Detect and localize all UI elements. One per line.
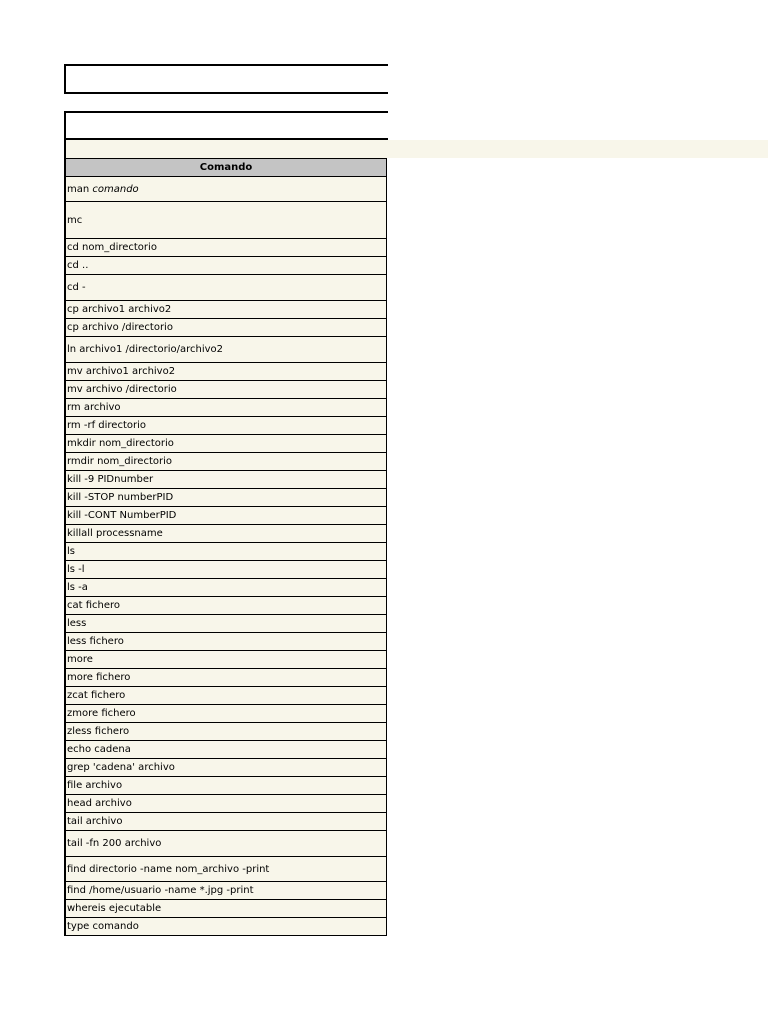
- table-row: [65, 337, 387, 363]
- command-text: rm archivo: [67, 402, 121, 413]
- command-text: zcat fichero: [67, 690, 126, 701]
- table-row: [65, 525, 387, 543]
- command-cell: [65, 857, 387, 882]
- command-text: ls: [67, 546, 75, 557]
- command-text: zmore fichero: [67, 708, 136, 719]
- command-text: kill -9 PIDnumber: [67, 474, 154, 485]
- table-row: [65, 275, 387, 301]
- command-cell: [65, 435, 387, 453]
- command-cell: [65, 489, 387, 507]
- command-cell: [65, 301, 387, 319]
- table-row: [65, 633, 387, 651]
- command-text: ls -l: [67, 564, 85, 575]
- command-text: cd -: [67, 282, 86, 293]
- command-text: whereis ejecutable: [67, 903, 162, 914]
- command-text: echo cadena: [67, 744, 131, 755]
- table-row: [65, 579, 387, 597]
- command-text: mc: [67, 214, 83, 226]
- command-text: zless fichero: [67, 726, 130, 737]
- table-row: [65, 399, 387, 417]
- subtitle-cell: [64, 111, 388, 140]
- command-cell: [65, 319, 387, 337]
- command-cell: [65, 579, 387, 597]
- command-cell: [65, 813, 387, 831]
- table-row: [65, 723, 387, 741]
- command-text: cd nom_directorio: [67, 242, 157, 253]
- table-row: [65, 257, 387, 275]
- table-row: [65, 777, 387, 795]
- table-row: [65, 900, 387, 918]
- command-text: type comando: [67, 921, 139, 932]
- table-row: [65, 813, 387, 831]
- command-text: ln archivo1 /directorio/archivo2: [67, 344, 223, 355]
- command-cell: [65, 831, 387, 857]
- table-row: [65, 857, 387, 882]
- table-row: [65, 417, 387, 435]
- command-table: [64, 158, 387, 936]
- title-cell: [64, 64, 388, 94]
- command-cell: [65, 543, 387, 561]
- command-cell: [65, 177, 387, 202]
- command-cell: [65, 202, 387, 239]
- table-row: [65, 543, 387, 561]
- command-cell: [65, 507, 387, 525]
- command-text: kill -CONT NumberPID: [67, 510, 177, 521]
- command-text: rmdir nom_directorio: [67, 456, 173, 467]
- command-text: cat fichero: [67, 600, 121, 611]
- command-cell: [65, 777, 387, 795]
- command-text: mv archivo1 archivo2: [67, 366, 176, 377]
- table-row: [65, 831, 387, 857]
- command-cell: [65, 381, 387, 399]
- table-row: [65, 489, 387, 507]
- command-cell: [65, 417, 387, 435]
- table-row: [65, 918, 387, 936]
- command-cell: [65, 741, 387, 759]
- command-text: find /home/usuario -name *.jpg -print: [67, 885, 254, 896]
- command-cell: [65, 239, 387, 257]
- command-text: man: [67, 183, 93, 195]
- command-text: cp archivo /directorio: [67, 322, 173, 333]
- table-row: [65, 759, 387, 777]
- command-cell: [65, 669, 387, 687]
- shaded-band: [64, 140, 768, 158]
- command-text: grep 'cadena' archivo: [67, 762, 175, 773]
- table-row: [65, 471, 387, 489]
- command-text: mkdir nom_directorio: [67, 438, 174, 449]
- command-cell: [65, 525, 387, 543]
- command-cell: [65, 363, 387, 381]
- table-row: [65, 177, 387, 202]
- table-row: [65, 669, 387, 687]
- command-text: ls -a: [67, 582, 88, 593]
- command-cell: [65, 633, 387, 651]
- command-cell: [65, 918, 387, 936]
- command-text: head archivo: [67, 798, 132, 809]
- command-cell: [65, 597, 387, 615]
- command-argument: comando: [92, 183, 139, 195]
- table-row: [65, 319, 387, 337]
- column-header-comando: Comando: [65, 159, 387, 177]
- table-row: [65, 741, 387, 759]
- table-row: [65, 597, 387, 615]
- command-cell: [65, 275, 387, 301]
- command-text: file archivo: [67, 780, 123, 791]
- command-text: kill -STOP numberPID: [67, 492, 174, 503]
- table-row: [65, 615, 387, 633]
- table-row: [65, 507, 387, 525]
- command-text: less fichero: [67, 636, 124, 647]
- command-cell: [65, 900, 387, 918]
- table-row: [65, 651, 387, 669]
- table-row: [65, 687, 387, 705]
- command-cell: [65, 399, 387, 417]
- command-cell: [65, 759, 387, 777]
- command-cell: [65, 795, 387, 813]
- table-row: [65, 561, 387, 579]
- command-cell: [65, 615, 387, 633]
- command-text: tail archivo: [67, 816, 123, 827]
- command-text: cp archivo1 archivo2: [67, 304, 172, 315]
- table-row: [65, 705, 387, 723]
- command-text: mv archivo /directorio: [67, 384, 177, 395]
- command-text: find directorio -name nom_archivo -print: [67, 863, 270, 875]
- command-cell: [65, 561, 387, 579]
- table-row: [65, 795, 387, 813]
- table-body: [65, 177, 387, 936]
- table-row: [65, 435, 387, 453]
- command-cell: [65, 687, 387, 705]
- command-cell: [65, 471, 387, 489]
- table-row: [65, 882, 387, 900]
- table-row: [65, 381, 387, 399]
- command-text: killall processname: [67, 528, 163, 539]
- table-row: [65, 453, 387, 471]
- command-text: cd ..: [67, 260, 89, 271]
- command-cell: [65, 257, 387, 275]
- command-cell: [65, 453, 387, 471]
- command-cell: [65, 723, 387, 741]
- command-text: less: [67, 618, 87, 629]
- command-text: tail -fn 200 archivo: [67, 838, 162, 849]
- command-text: more: [67, 654, 93, 665]
- command-text: rm -rf directorio: [67, 420, 146, 431]
- command-text: more fichero: [67, 672, 131, 683]
- table-header-row: [65, 159, 387, 177]
- command-cell: [65, 651, 387, 669]
- table-row: [65, 202, 387, 239]
- command-cell: [65, 882, 387, 900]
- table-row: [65, 301, 387, 319]
- table-row: [65, 363, 387, 381]
- command-cell: [65, 337, 387, 363]
- command-cell: [65, 705, 387, 723]
- table-row: [65, 239, 387, 257]
